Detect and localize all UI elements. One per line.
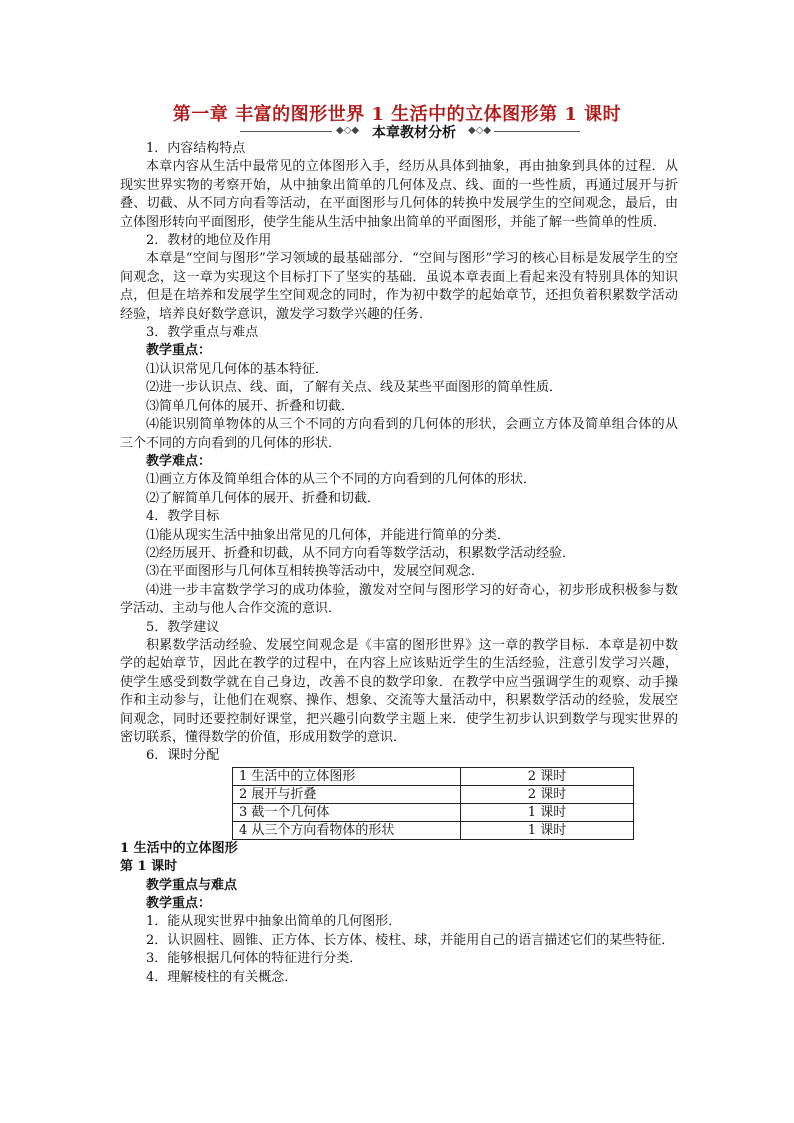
divider-ornament-left-icon: ◆◇◆ bbox=[336, 125, 360, 136]
table-cell-name: 1 生活中的立体图形 bbox=[233, 767, 461, 785]
table-row bbox=[233, 767, 634, 785]
sec3-key-label: 教学重点： bbox=[146, 343, 212, 359]
section-divider bbox=[240, 124, 580, 141]
table-cell-hours: 1 课时 bbox=[461, 803, 634, 821]
sec4-item: ⑷进一步丰富数学学习的成功体验，激发对空间与图形学习的好奇心，初步形成积极参与数学活动、主动与他人合作交流的意识． bbox=[120, 582, 678, 617]
sec3-diff-item: ⑴画立方体及简单组合体的从三个不同的方向看到的几何体的形状． bbox=[146, 472, 537, 488]
sec4-item: ⑴能从现实生活中抽象出常见的几何体，并能进行简单的分类． bbox=[146, 527, 511, 543]
schedule-table bbox=[232, 767, 634, 840]
section-header: 本章教材分析 bbox=[372, 125, 456, 141]
sec4-item: ⑵经历展开、折叠和切截，从不同方向看等数学活动，积累数学活动经验． bbox=[146, 545, 576, 561]
table-cell-name: 4 从三个方向看物体的形状 bbox=[233, 821, 461, 839]
sec3-diff-item: ⑵了解简单几何体的展开、折叠和切截． bbox=[146, 490, 381, 506]
sec2-paragraph: 本章是“空间与图形”学习领域的最基础部分．“空间与图形”学习的核心目标是发展学生的空间观念，这一章为实现这个目标打下了坚实的基础．虽说本章表面上看起来没有特别具体的知识点，但是在培养和发展学生空间观念的同时，作为初中数学的起始章节，还担负着积累数学活动经验，培养良好数学意识，激发学习数学兴趣的任务． bbox=[120, 251, 678, 322]
sec6-heading: 6．课时分配 bbox=[146, 748, 220, 764]
sec2-heading: 2．教材的地位及作用 bbox=[146, 233, 272, 249]
table-row bbox=[233, 821, 634, 839]
sec4-heading: 4．教学目标 bbox=[146, 509, 220, 525]
table-row bbox=[233, 785, 634, 803]
sec3-key-item: ⑵进一步认识点、线、面，了解有关点、线及某些平面图形的简单性质． bbox=[146, 380, 563, 396]
divider-line-right bbox=[494, 131, 580, 132]
lesson-heading: 教学重点与难点 bbox=[146, 877, 238, 893]
sec5-paragraph: 积累数学活动经验、发展空间观念是《丰富的图形世界》这一章的教学目标．本章是初中数学的起始章节，因此在教学的过程中，在内容上应该贴近学生的生活经验，注意引发学习兴趣，使学生感受到数学就在自己身边，改善不良的数学印象．在教学中应当强调学生的观察、动手操作和主动参与，让他们在观察、操作、想象、交流等大量活动中，积累数学活动的经验，发展空间观念，同时还要控制好课堂，把兴趣引向数学主题上来．使学生初步认识到数学与现实世界的密切联系，懂得数学的价值，形成用数学的意识． bbox=[120, 637, 678, 745]
divider-ornament-right-icon: ◆◇◆ bbox=[468, 125, 492, 136]
sec1-heading: 1．内容结构特点 bbox=[146, 141, 246, 156]
sec3-diff-label: 教学难点： bbox=[146, 453, 212, 469]
lesson-item: 1．能从现实世界中抽象出简单的几何图形． bbox=[146, 914, 402, 930]
sec3-key-item: ⑶简单几何体的展开、折叠和切截． bbox=[146, 398, 355, 414]
lesson-key-label: 教学重点： bbox=[146, 896, 212, 912]
sec3-heading: 3．教学重点与难点 bbox=[146, 325, 259, 341]
table-cell-name: 3 截一个几何体 bbox=[233, 803, 461, 821]
lesson-item: 2．认识圆柱、圆锥、正方体、长方体、棱柱、球，并能用自己的语言描述它们的某些特征． bbox=[146, 932, 675, 948]
document-body bbox=[120, 140, 678, 987]
lesson-title: 1 生活中的立体图形 bbox=[120, 840, 238, 856]
table-row bbox=[233, 803, 634, 821]
sec5-heading: 5．教学建议 bbox=[146, 619, 220, 635]
chapter-title: 第一章 丰富的图形世界 1 生活中的立体图形第 1 课时 bbox=[172, 104, 622, 125]
sec4-item: ⑶在平面图形与几何体互相转换等活动中，发展空间观念． bbox=[146, 564, 485, 580]
divider-line-left bbox=[240, 131, 332, 132]
sec3-key-item: ⑴认识常见几何体的基本特征． bbox=[146, 361, 329, 377]
lesson-item: 3．能够根据几何体的特征进行分类． bbox=[146, 951, 363, 967]
table-cell-hours: 2 课时 bbox=[461, 767, 634, 785]
table-cell-name: 2 展开与折叠 bbox=[233, 785, 461, 803]
lesson-subtitle: 第 1 课时 bbox=[120, 859, 178, 875]
table-cell-hours: 1 课时 bbox=[461, 821, 634, 839]
lesson-item: 4．理解棱柱的有关概念． bbox=[146, 969, 298, 985]
table-cell-hours: 2 课时 bbox=[461, 785, 634, 803]
sec1-paragraph: 本章内容从生活中最常见的立体图形入手，经历从具体到抽象，再由抽象到具体的过程．从现实世界实物的考察开始，从中抽象出简单的几何体及点、线、面的一些性质，再通过展开与折叠、切截、从不同方向看等活动，在平面图形与几何体的转换中发展学生的空间观念，最后，由立体图形转向平面图形，使学生能从生活中抽象出简单的平面图形，并能了解一些简单的性质． bbox=[120, 159, 678, 230]
sec3-key-item: ⑷能识别简单物体的从三个不同的方向看到的几何体的形状，会画立方体及简单组合体的从三个不同的方向看到的几何体的形状． bbox=[120, 417, 678, 451]
